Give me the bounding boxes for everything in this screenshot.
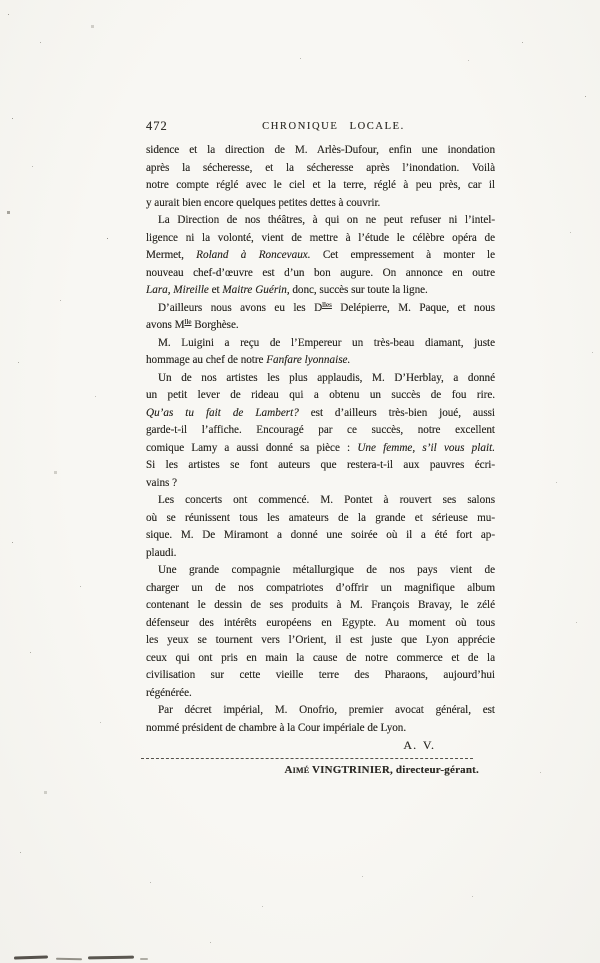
text-line: vains ? bbox=[146, 476, 178, 489]
dashed-divider bbox=[141, 758, 473, 759]
text-line: garde-t-il l’affiche. Encouragé par ce succès, notre excellent bbox=[146, 424, 495, 436]
text-line: les yeux se tournent vers l’Orient, il est juste que Lyon apprécie bbox=[146, 634, 495, 646]
scan-noise-speckles bbox=[0, 0, 1, 1]
editor-first-name: Aimé bbox=[284, 763, 310, 776]
author-initials: A. V. bbox=[403, 738, 435, 752]
page-number: 472 bbox=[146, 119, 168, 133]
text-line: Une grande compagnie métallurgique de nos pays vient de bbox=[158, 564, 495, 576]
editor-signature bbox=[146, 762, 495, 780]
paragraph bbox=[146, 212, 495, 300]
text-line: y aurait bien encore quelques petites dettes à couvrir. bbox=[146, 196, 381, 209]
text-line: notre compte réglé avec le ciel et la terre, réglé à peu près, car il bbox=[146, 179, 495, 191]
text-line: ceux qui ont pris en main la cause de notre commerce et de la bbox=[146, 651, 495, 664]
paragraph bbox=[146, 335, 495, 370]
running-head bbox=[146, 119, 495, 135]
paragraph bbox=[146, 562, 495, 702]
text-line: un petit lever de rideau qui a obtenu un succès de fou rire. bbox=[146, 389, 495, 401]
text-line: nouveau chef-d’œuvre est d’un bon augure. On annonce en outre bbox=[146, 266, 495, 279]
running-title: CHRONIQUE LOCALE. bbox=[262, 121, 405, 132]
text-line: civilisation sur cette vieille terre des Pharaons, aujourd’hui bbox=[146, 669, 495, 681]
text-line: nommé président de chambre à la Cour impériale de Lyon. bbox=[146, 721, 407, 734]
text-line: régénérée. bbox=[146, 686, 192, 699]
paragraph bbox=[146, 300, 495, 335]
text-line: Les concerts ont commencé. M. Pontet à rouvert ses salons bbox=[158, 494, 495, 506]
text-line: sique. M. De Miramont a donné une soirée où il a été fort ap- bbox=[146, 529, 495, 541]
text-line: Un de nos artistes les plus applaudis, M. D’Herblay, a donné bbox=[158, 371, 495, 384]
text-line: Mermet, Roland à Roncevaux. Cet empressement à monter le bbox=[146, 249, 495, 261]
text-line: Par décret impérial, M. Onofrio, premier avocat général, est bbox=[158, 704, 495, 716]
text-line: D’ailleurs nous avons eu les $D^{lles}$ Delépierre, M. Paque, et nous bbox=[158, 300, 495, 314]
scan-edge-smudge bbox=[140, 958, 148, 960]
text-line: contenant le dessin de ses produits à M. François Bravay, le zélé bbox=[146, 599, 495, 611]
text-line: hommage au chef de notre Fanfare lyonnaise. bbox=[146, 354, 351, 366]
scan-edge-smudge bbox=[14, 955, 48, 959]
text-line: comique Lamy a aussi donné sa pièce : Une femme, s’il vous plait. bbox=[146, 441, 495, 454]
text-line: où se réunissent tous les amateurs de la grande et sérieuse mu- bbox=[146, 511, 495, 524]
text-line: ligence ni la volonté, vient de mettre à l’étude le célèbre opéra de bbox=[146, 231, 495, 244]
paragraph bbox=[146, 370, 495, 493]
scan-edge-smudge bbox=[88, 956, 134, 960]
text-line: sidence et la direction de M. Arlès-Dufour, enfin une inondation bbox=[146, 144, 495, 156]
text-line: La Direction de nos théâtres, à qui on ne peut refuser ni l’intel- bbox=[158, 214, 495, 226]
editor-name-role: VINGTRINIER, directeur-gérant. bbox=[309, 763, 479, 776]
text-line: avons $M^{lle}$ Borghèse. bbox=[146, 318, 239, 331]
scan-edge-smudge bbox=[56, 958, 82, 960]
text-column bbox=[146, 142, 495, 779]
paragraph bbox=[146, 492, 495, 562]
text-line: plaudi. bbox=[146, 546, 177, 559]
text-line: Si les artistes se font auteurs que restera-t-il aux pauvres écri- bbox=[146, 459, 495, 471]
text-line: défenseur des intérêts européens en Egypte. Au moment où tous bbox=[146, 616, 495, 629]
text-line: Lara, Mireille et Maitre Guérin, donc, succès sur toute la ligne. bbox=[146, 284, 428, 296]
text-line: après la sécheresse, et la sécheresse après l’inondation. Voilà bbox=[146, 161, 495, 174]
text-line: charger un de nos compatriotes d’offrir un magnifique album bbox=[146, 581, 495, 594]
text-line: M. Luigini a reçu de l’Empereur un très-beau diamant, juste bbox=[158, 336, 495, 349]
body-text bbox=[146, 142, 495, 737]
text-line: Qu’as tu fait de Lambert? est d’ailleurs très-bien joué, aussi bbox=[146, 406, 495, 419]
paragraph bbox=[146, 702, 495, 737]
paragraph bbox=[146, 142, 495, 212]
